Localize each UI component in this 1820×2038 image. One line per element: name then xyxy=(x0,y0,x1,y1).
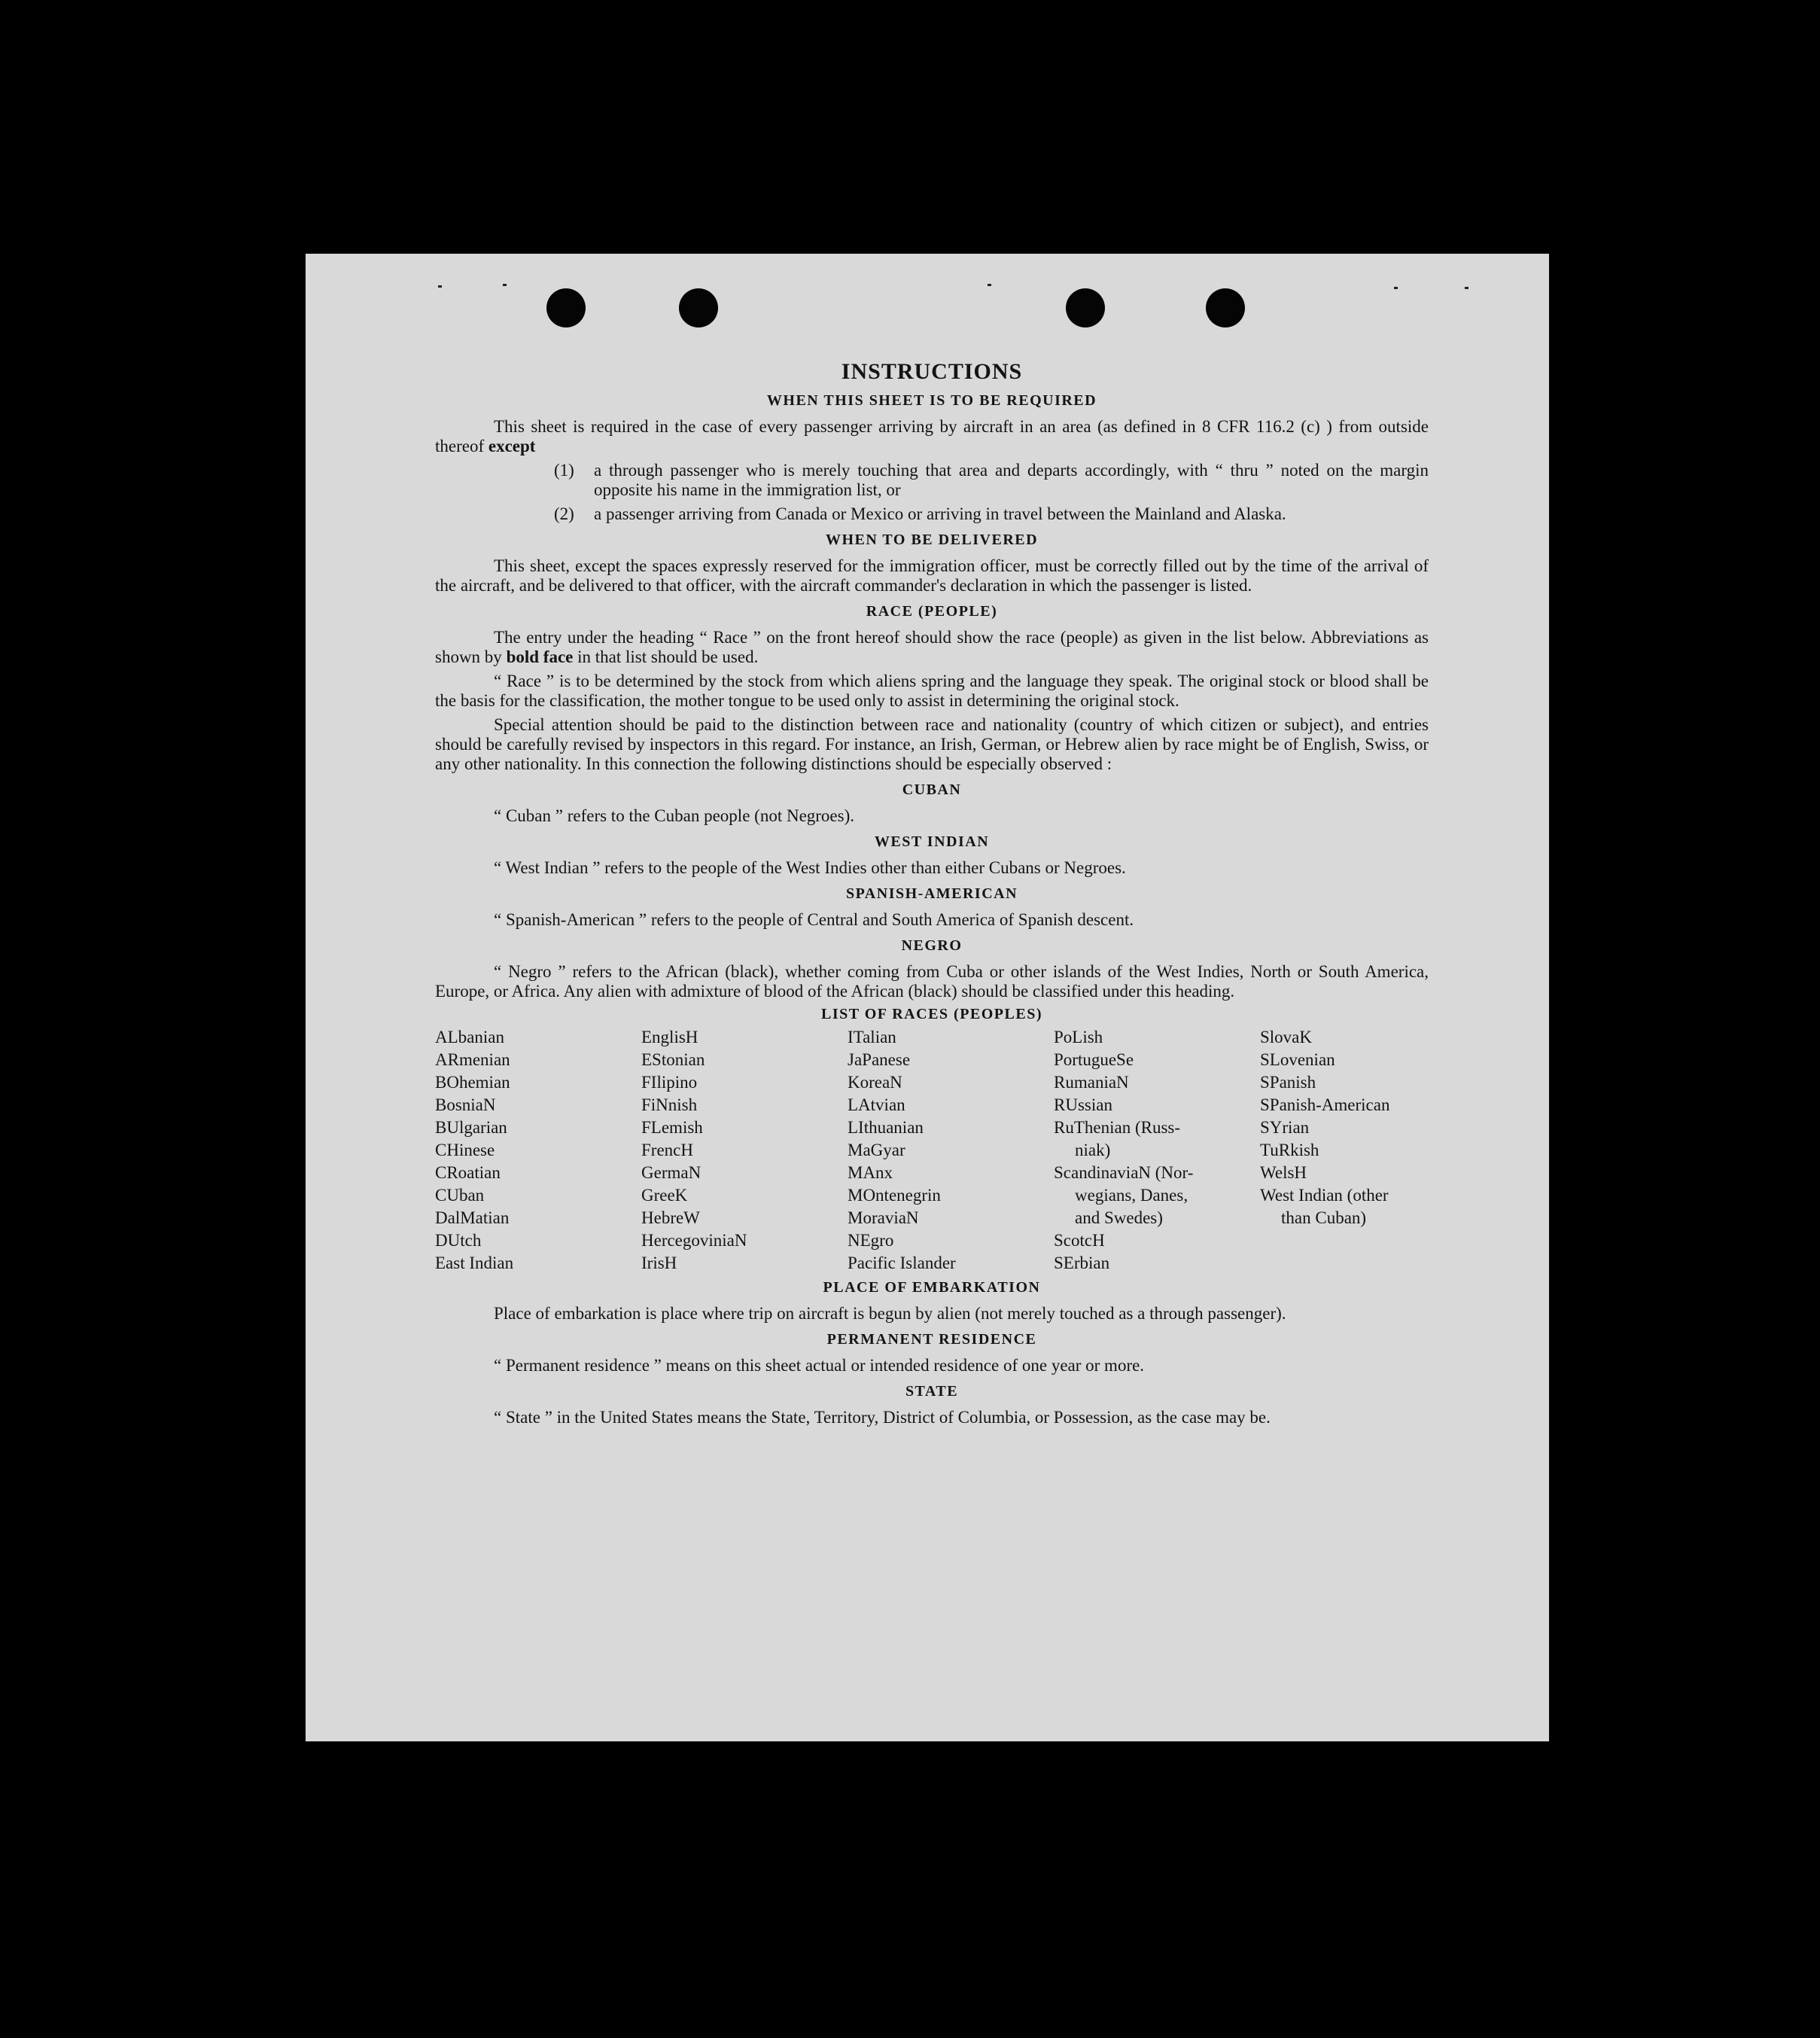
paragraph: Special attention should be paid to the distinction between race and nationality (country of which citizen or subject), and entries should be carefully revised by inspectors in this regard. For instance, an Irish, German, or Hebrew alien by race might be of English, Swiss, or any other nationality. In this connection the following distinctions should be especially observed : xyxy=(435,715,1429,773)
punch-hole xyxy=(546,288,586,327)
race-entry: EnglisH xyxy=(641,1028,698,1046)
race-entry: BOhemian xyxy=(435,1073,510,1092)
punch-hole xyxy=(679,288,718,327)
speck xyxy=(1394,287,1398,289)
race-column xyxy=(641,1026,848,1275)
page-title: INSTRUCTIONS xyxy=(841,359,1023,384)
race-column xyxy=(848,1026,1054,1275)
race-entry: and Swedes) xyxy=(1075,1208,1163,1227)
paragraph: Place of embarkation is place where trip on aircraft is begun by alien (not merely touched as a through passenger). xyxy=(494,1304,1286,1323)
punch-hole xyxy=(1066,288,1105,327)
speck xyxy=(503,284,507,286)
race-entry: CUban xyxy=(435,1186,485,1205)
race-entry: FLemish xyxy=(641,1118,703,1137)
speck xyxy=(438,285,442,288)
race-entry: SErbian xyxy=(1054,1254,1110,1272)
race-entry: ScandinaviaN (Nor- xyxy=(1054,1163,1194,1182)
paragraph: This sheet is required in the case of every passenger arriving by aircraft in an area (as defined in 8 CFR 116.2 (c) ) from outside thereof except xyxy=(435,417,1429,455)
race-entry: LIthuanian xyxy=(848,1118,924,1137)
section-heading: STATE xyxy=(905,1383,959,1400)
race-entry: MAnx xyxy=(848,1163,893,1182)
race-entry: BUlgarian xyxy=(435,1118,507,1137)
instructions-content xyxy=(435,359,1429,1432)
race-entry: FiNnish xyxy=(641,1095,698,1114)
race-entry: LAtvian xyxy=(848,1095,905,1114)
race-entry: JaPanese xyxy=(848,1050,911,1069)
race-entry: BosniaN xyxy=(435,1095,496,1114)
section-heading: NEGRO xyxy=(901,937,963,954)
paragraph: This sheet, except the spaces expressly reserved for the immigration officer, must be correctly filled out by the time of the arrival of the aircraft, and be delivered to that officer, with the aircraft commander's declaration in which the passenger is listed. xyxy=(435,556,1429,595)
section-heading: SPANISH-AMERICAN xyxy=(845,885,1018,902)
race-entry: HebreW xyxy=(641,1208,700,1227)
paragraph: The entry under the heading “ Race ” on the front hereof should show the race (people) as given in the list below. Abbreviations as shown by bold face in that list should be used. xyxy=(435,628,1429,666)
race-entry: HercegoviniaN xyxy=(641,1231,747,1250)
race-entry: SLovenian xyxy=(1260,1050,1335,1069)
section-heading: PERMANENT RESIDENCE xyxy=(826,1331,1037,1348)
race-entry: wegians, Danes, xyxy=(1075,1186,1188,1205)
race-entry: DUtch xyxy=(435,1231,482,1250)
race-entry: PoLish xyxy=(1054,1028,1103,1046)
race-entry: DalMatian xyxy=(435,1208,510,1227)
race-entry: West Indian (other xyxy=(1260,1186,1389,1205)
race-entry: niak) xyxy=(1075,1141,1111,1159)
paragraph: “ Spanish-American ” refers to the people of Central and South America of Spanish descent. xyxy=(494,910,1134,929)
section-heading: WEST INDIAN xyxy=(874,833,990,850)
race-entry: IrisH xyxy=(641,1254,677,1272)
race-entry: SPanish xyxy=(1260,1073,1316,1092)
race-entry: MaGyar xyxy=(848,1141,905,1159)
section-heading: LIST OF RACES (PEOPLES) xyxy=(820,1006,1042,1022)
race-entry: ITalian xyxy=(848,1028,896,1046)
race-entry: CHinese xyxy=(435,1141,495,1159)
paragraph: “ State ” in the United States means the State, Territory, District of Columbia, or Possession, as the case may be. xyxy=(494,1408,1271,1427)
race-entry: SYrian xyxy=(1260,1118,1310,1137)
race-list xyxy=(435,1026,1429,1275)
document-sheet xyxy=(306,254,1549,1741)
race-entry: GermaN xyxy=(641,1163,702,1182)
paragraph: “ West Indian ” refers to the people of the West Indies other than either Cubans or Negroes. xyxy=(494,858,1126,877)
speck xyxy=(1465,287,1468,289)
speck xyxy=(988,284,991,286)
race-entry: TuRkish xyxy=(1260,1141,1319,1159)
list-item: (1) a through passenger who is merely touching that area and departs accordingly, with “ thru ” noted on the margin opposite his name in the immigration list, or xyxy=(554,461,1429,499)
paragraph: “ Permanent residence ” means on this sheet actual or intended residence of one year or more. xyxy=(494,1356,1145,1375)
race-entry: GreeK xyxy=(641,1186,688,1205)
race-entry: FIlipino xyxy=(641,1073,698,1092)
paragraph: “ Cuban ” refers to the Cuban people (not Negroes). xyxy=(494,806,855,825)
list-item: (2) a passenger arriving from Canada or Mexico or arriving in travel between the Mainland and Alaska. xyxy=(554,504,1286,523)
race-entry: KoreaN xyxy=(848,1073,902,1092)
race-entry: NEgro xyxy=(848,1231,894,1250)
section-heading: WHEN TO BE DELIVERED xyxy=(825,532,1039,548)
race-entry: RumaniaN xyxy=(1054,1073,1129,1092)
race-column xyxy=(1054,1026,1260,1275)
paragraph: “ Race ” is to be determined by the stock from which aliens spring and the language they speak. The original stock or blood shall be the basis for the classification, the mother tongue to be used only to assist in determining the original stock. xyxy=(435,672,1429,710)
race-entry: EStonian xyxy=(641,1050,705,1069)
race-entry: East Indian xyxy=(435,1254,514,1272)
race-entry: ScotcH xyxy=(1054,1231,1105,1250)
section-heading: PLACE OF EMBARKATION xyxy=(823,1279,1041,1296)
race-column xyxy=(1260,1026,1429,1275)
race-entry: MoraviaN xyxy=(848,1208,919,1227)
paragraph: “ Negro ” refers to the African (black), whether coming from Cuba or other islands of the West Indies, North or South America, Europe, or Africa. Any alien with admixture of blood of the African (black) should be classified under this heading. xyxy=(435,962,1429,1001)
race-entry: WelsH xyxy=(1260,1163,1307,1182)
race-entry: Pacific Islander xyxy=(848,1254,956,1272)
section-heading: WHEN THIS SHEET IS TO BE REQUIRED xyxy=(766,392,1097,409)
punch-hole xyxy=(1206,288,1245,327)
race-entry: ARmenian xyxy=(435,1050,510,1069)
race-entry: ALbanian xyxy=(435,1028,504,1046)
race-entry: than Cuban) xyxy=(1281,1208,1367,1227)
race-entry: SPanish-American xyxy=(1260,1095,1390,1114)
race-entry: RuThenian (Russ- xyxy=(1054,1118,1181,1137)
race-entry: SlovaK xyxy=(1260,1028,1312,1046)
race-entry: RUssian xyxy=(1054,1095,1112,1114)
race-entry: PortugueSe xyxy=(1054,1050,1134,1069)
race-column xyxy=(435,1026,641,1275)
section-heading: RACE (PEOPLE) xyxy=(866,603,998,620)
section-heading: CUBAN xyxy=(902,781,962,798)
race-entry: CRoatian xyxy=(435,1163,501,1182)
race-entry: FrencH xyxy=(641,1141,693,1159)
race-entry: MOntenegrin xyxy=(848,1186,941,1205)
